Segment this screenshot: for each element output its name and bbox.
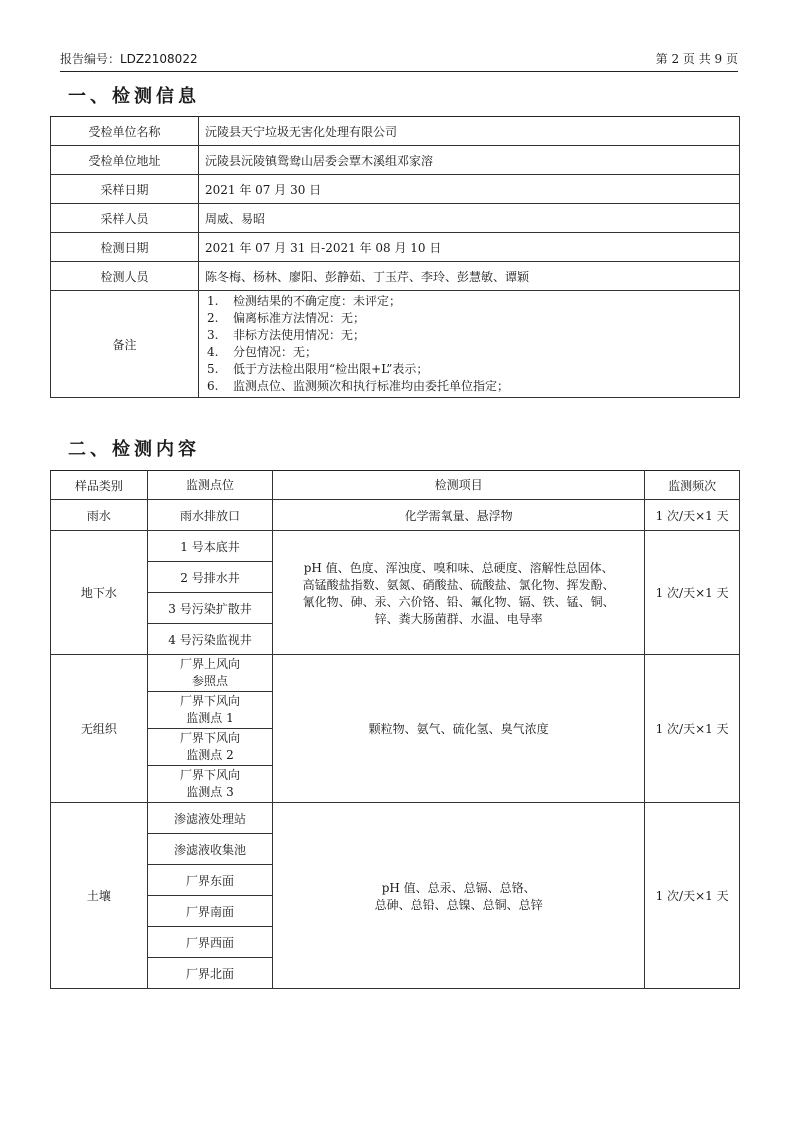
note-item [207, 293, 731, 310]
note-text: 非标方法使用情况：无； [233, 328, 366, 342]
section-title-info: 一、检测信息 [68, 86, 200, 107]
note-text: 检测结果的不确定度：未评定； [233, 294, 402, 308]
point-line: 厂界下风向 [179, 694, 240, 708]
note-number: 1. [207, 294, 219, 308]
item-cell [273, 531, 645, 655]
note-item [207, 327, 731, 344]
notes-list [199, 291, 740, 398]
table-row [51, 233, 740, 262]
table-row [51, 500, 740, 531]
category-cell: 土壤 [51, 803, 148, 989]
row-value: 沅陵县沅陵镇鸳鸯山居委会覃木溪组邓家溶 [199, 146, 740, 175]
table-row [51, 146, 740, 175]
frequency-cell: 1 次/天×1 天 [645, 803, 740, 989]
point-cell: 1 号本底井 [147, 531, 272, 562]
note-item [207, 344, 731, 361]
note-number: 5. [207, 362, 219, 376]
section-title-content: 二、检测内容 [68, 439, 200, 460]
report-number: 报告编号：LDZ2108022 [60, 52, 198, 66]
note-item [207, 378, 731, 395]
item-line: 氰化物、砷、汞、六价铬、铅、氟化物、镉、铁、锰、铜、 [302, 594, 615, 609]
item-cell [273, 803, 645, 989]
table-row [51, 655, 740, 692]
point-cell [147, 655, 272, 692]
notes-row [51, 291, 740, 398]
note-text: 偏离标准方法情况：无； [233, 311, 366, 325]
row-value: 沅陵县天宁垃圾无害化处理有限公司 [199, 117, 740, 146]
note-item [207, 310, 731, 327]
point-cell: 厂界东面 [147, 865, 272, 896]
point-line: 监测点 1 [186, 711, 234, 725]
point-cell: 厂界西面 [147, 927, 272, 958]
row-label: 受检单位地址 [51, 146, 199, 175]
item-line: 锌、粪大肠菌群、水温、电导率 [374, 611, 543, 626]
item-line: pH 值、总汞、总镉、总铬、 [381, 880, 536, 895]
frequency-cell: 1 次/天×1 天 [645, 655, 740, 803]
table-row [51, 117, 740, 146]
point-cell: 3 号污染扩散井 [147, 593, 272, 624]
table-row [51, 204, 740, 233]
table-row [51, 175, 740, 204]
row-label: 检测日期 [51, 233, 199, 262]
table-row [51, 531, 740, 562]
point-line: 参照点 [191, 674, 228, 688]
table-row [51, 803, 740, 834]
frequency-cell: 1 次/天×1 天 [645, 500, 740, 531]
page-header [60, 50, 738, 72]
frequency-cell: 1 次/天×1 天 [645, 531, 740, 655]
category-cell: 地下水 [51, 531, 148, 655]
note-number: 2. [207, 311, 219, 325]
note-item [207, 361, 731, 378]
point-cell [147, 729, 272, 766]
point-cell: 厂界北面 [147, 958, 272, 989]
content-table [50, 470, 740, 989]
point-line: 监测点 2 [186, 748, 234, 762]
item-line: pH 值、色度、浑浊度、嗅和味、总硬度、溶解性总固体、 [303, 560, 614, 575]
point-cell: 渗滤液收集池 [147, 834, 272, 865]
note-text: 低于方法检出限用“检出限+L”表示； [233, 362, 429, 376]
info-table [50, 116, 740, 398]
point-cell: 渗滤液处理站 [147, 803, 272, 834]
category-cell: 无组织 [51, 655, 148, 803]
row-label: 采样人员 [51, 204, 199, 233]
notes-label: 备注 [51, 291, 199, 398]
point-cell [147, 692, 272, 729]
row-label: 受检单位名称 [51, 117, 199, 146]
row-value: 2021 年 07 月 30 日 [199, 175, 740, 204]
item-line: 高锰酸盐指数、氨氮、硝酸盐、硫酸盐、氯化物、挥发酚、 [302, 577, 615, 592]
point-cell: 4 号污染监视井 [147, 624, 272, 655]
note-text: 分包情况：无； [233, 345, 318, 359]
header-point: 监测点位 [147, 471, 272, 500]
row-value: 2021 年 07 月 31 日-2021 年 08 月 10 日 [199, 233, 740, 262]
point-line: 厂界下风向 [179, 731, 240, 745]
point-cell: 雨水排放口 [147, 500, 272, 531]
table-header-row [51, 471, 740, 500]
point-line: 监测点 3 [186, 785, 234, 799]
page-number: 第 2 页 共 9 页 [655, 52, 738, 66]
header-category: 样品类别 [51, 471, 148, 500]
point-line: 厂界上风向 [179, 657, 240, 671]
header-item: 检测项目 [273, 471, 645, 500]
category-cell: 雨水 [51, 500, 148, 531]
point-cell [147, 766, 272, 803]
table-row [51, 262, 740, 291]
point-line: 厂界下风向 [179, 768, 240, 782]
note-number: 6. [207, 379, 219, 393]
item-line: 总砷、总铅、总镍、总铜、总锌 [374, 897, 543, 912]
row-label: 采样日期 [51, 175, 199, 204]
note-number: 4. [207, 345, 219, 359]
header-frequency: 监测频次 [645, 471, 740, 500]
item-cell: 颗粒物、氨气、硫化氢、臭气浓度 [273, 655, 645, 803]
note-number: 3. [207, 328, 219, 342]
note-text: 监测点位、监测频次和执行标准均由委托单位指定； [233, 379, 510, 393]
item-cell: 化学需氧量、悬浮物 [273, 500, 645, 531]
row-label: 检测人员 [51, 262, 199, 291]
row-value: 周威、易昭 [199, 204, 740, 233]
row-value: 陈冬梅、杨林、廖阳、彭静茹、丁玉芹、李玲、彭慧敏、谭颖 [199, 262, 740, 291]
point-cell: 2 号排水井 [147, 562, 272, 593]
point-cell: 厂界南面 [147, 896, 272, 927]
